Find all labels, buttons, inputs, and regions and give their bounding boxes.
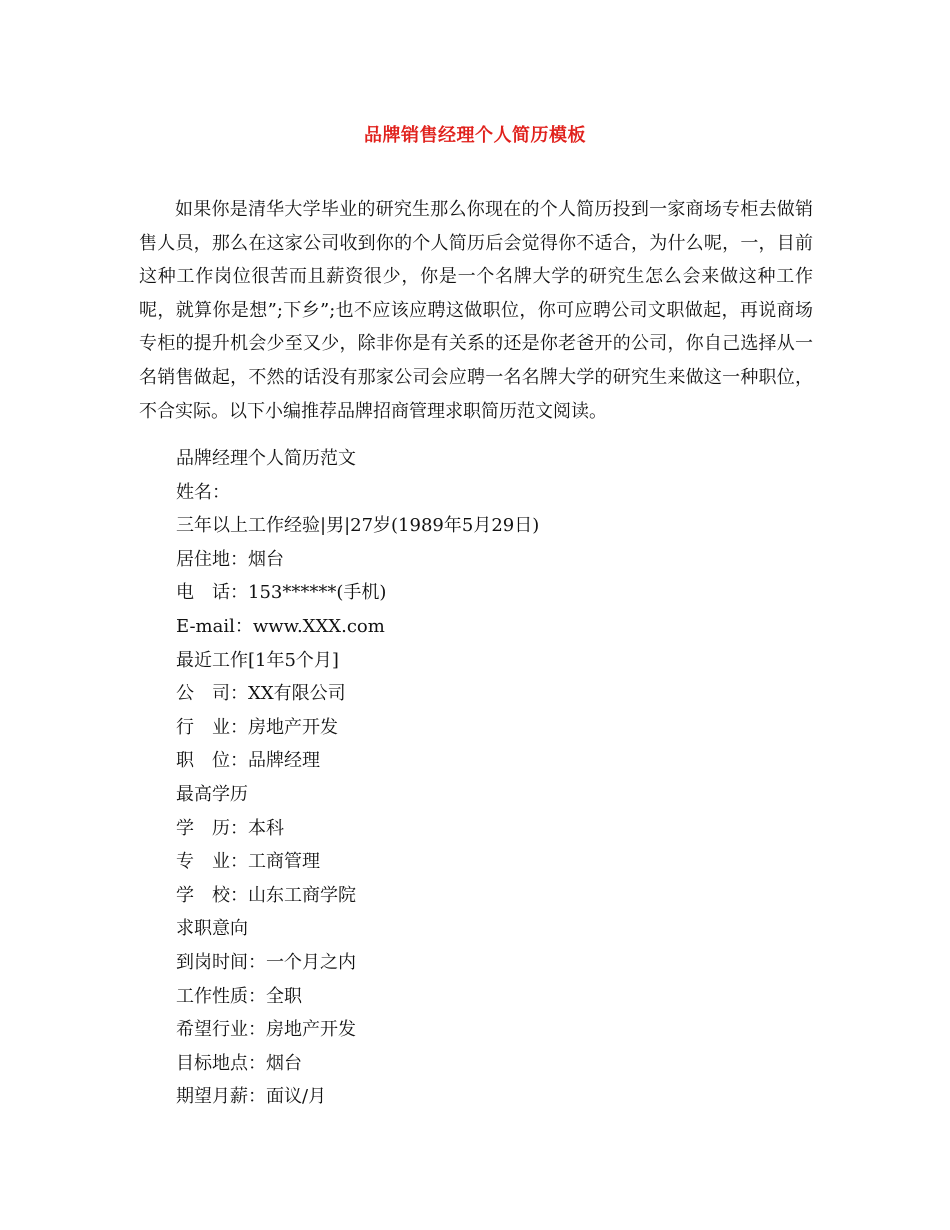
intro-paragraph: 如果你是清华大学毕业的研究生那么你现在的个人简历投到一家商场专柜去做销售人员，那么在这家公司收到你的个人简历后会觉得你不适合，为什么呢，一，目前这种工作岗位很苦而且薪资很少，你是一个名牌大学的研究生怎么会来做这种工作呢，就算你是想”;下乡”;也不应该应聘这做职位，你可应聘公司文职做起，再说商场专柜的提升机会少至又少，除非你是有关系的还是你老爸开的公司，你自己选择从一名销售做起，不然的话没有那家公司会应聘一名名牌大学的研究生来做这一种职位，不合实际。以下小编推荐品牌招商管理求职简历范文阅读。 [139, 199, 813, 422]
resume-line: E-mail：www.XXX.com [176, 615, 385, 637]
resume-lines [176, 442, 816, 1114]
resume-line: 行 业：房地产开发 [176, 716, 338, 738]
resume-line: 姓名： [176, 481, 230, 503]
resume-line: 到岗时间：一个月之内 [176, 951, 356, 973]
resume-line: 学 历：本科 [176, 817, 284, 839]
resume-line: 最近工作[1年5个月] [176, 649, 339, 671]
resume-line: 品牌经理个人简历范文 [176, 448, 356, 469]
resume-line: 居住地：烟台 [176, 548, 284, 570]
resume-line: 学 校：山东工商学院 [176, 884, 356, 906]
resume-line: 最高学历 [176, 783, 248, 805]
resume-line: 专 业：工商管理 [176, 851, 320, 873]
resume-line: 希望行业：房地产开发 [176, 1019, 356, 1041]
resume-line: 工作性质：全职 [176, 985, 302, 1007]
resume-line: 期望月薪：面议/月 [176, 1086, 327, 1108]
resume-line: 电 话：153******(手机) [176, 582, 387, 604]
resume-line: 职 位：品牌经理 [176, 750, 320, 772]
document-title: 品牌销售经理个人简历模板 [364, 125, 586, 146]
resume-line: 公 司：XX有限公司 [176, 683, 346, 705]
resume-line: 求职意向 [176, 918, 248, 940]
resume-line: 三年以上工作经验|男|27岁(1989年5月29日) [176, 515, 540, 537]
resume-line: 目标地点：烟台 [176, 1052, 302, 1074]
